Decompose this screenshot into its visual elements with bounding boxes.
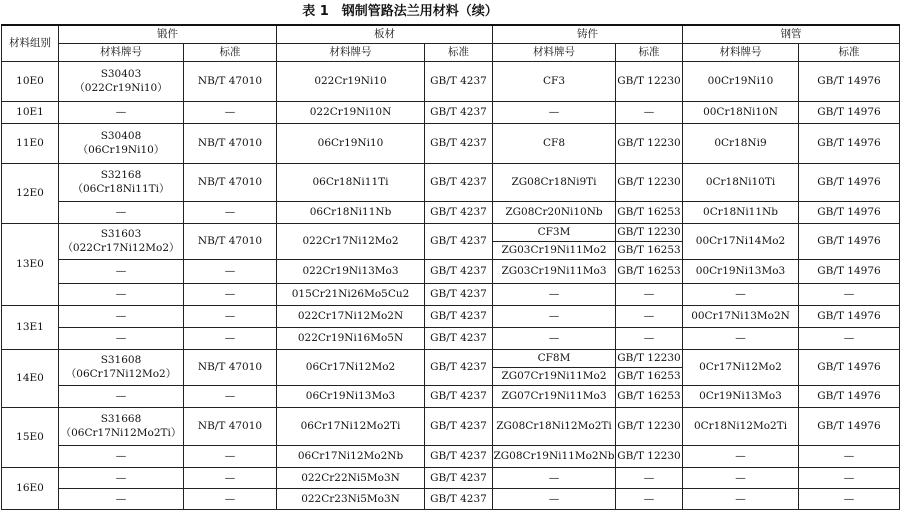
plate-grade-cell: 022Cr19Ni10 [277, 61, 425, 101]
casting-grade-cell: CF8M [493, 349, 616, 367]
forging-standard-cell: — [184, 305, 277, 327]
forging-standard-cell: NB/T 47010 [184, 223, 277, 259]
table-row [2, 163, 900, 201]
forging-standard-cell: — [184, 101, 277, 123]
plate-grade-cell: 06Cr17Ni12Mo2Ti [277, 407, 425, 445]
plate-grade-cell: 022Cr23Ni5Mo3N [277, 488, 425, 509]
forging-grade-cell: S30403 （022Cr19Ni10） [59, 61, 184, 101]
group-cell: 10E1 [2, 101, 59, 123]
group-cell: 12E0 [2, 163, 59, 223]
pipe-grade-cell: — [683, 327, 799, 349]
casting-standard-cell: GB/T 16253 [616, 201, 683, 223]
forging-grade-cell: S30408 （06Cr19Ni10） [59, 123, 184, 163]
header-pipe: 钢管 [683, 25, 900, 43]
forging-standard-cell: — [184, 385, 277, 407]
group-cell: 15E0 [2, 407, 59, 467]
casting-standard-cell: GB/T 16253 [616, 385, 683, 407]
pipe-standard-cell: — [799, 283, 900, 305]
plate-standard-cell: GB/T 4237 [425, 259, 493, 283]
pipe-standard-cell: GB/T 14976 [799, 407, 900, 445]
table-row [2, 223, 900, 241]
table-row [2, 488, 900, 509]
forging-grade-cell: S31668 （06Cr17Ni12Mo2Ti） [59, 407, 184, 445]
plate-standard-cell: GB/T 4237 [425, 305, 493, 327]
plate-grade-cell: 022Cr22Ni5Mo3N [277, 467, 425, 488]
forging-grade-cell: — [59, 101, 184, 123]
pipe-standard-cell: — [799, 467, 900, 488]
plate-grade-cell: 06Cr17Ni12Mo2 [277, 349, 425, 385]
forging-standard-cell: — [184, 201, 277, 223]
table-row [2, 467, 900, 488]
plate-standard-cell: GB/T 4237 [425, 201, 493, 223]
pipe-grade-cell: 0Cr18Ni10Ti [683, 163, 799, 201]
header-plate-grade: 材料牌号 [277, 43, 425, 61]
forging-grade-cell: S31608 （06Cr17Ni12Mo2） [59, 349, 184, 385]
plate-standard-cell: GB/T 4237 [425, 349, 493, 385]
plate-standard-cell: GB/T 4237 [425, 327, 493, 349]
header-casting: 铸件 [493, 25, 683, 43]
forging-grade-cell: — [59, 467, 184, 488]
plate-standard-cell: GB/T 4237 [425, 488, 493, 509]
casting-standard-cell: — [616, 305, 683, 327]
pipe-standard-cell: — [799, 488, 900, 509]
forging-standard-cell: — [184, 283, 277, 305]
plate-standard-cell: GB/T 4237 [425, 283, 493, 305]
forging-grade-cell: — [59, 283, 184, 305]
pipe-standard-cell: — [799, 327, 900, 349]
forging-standard-cell: NB/T 47010 [184, 407, 277, 445]
header-plate: 板材 [277, 25, 493, 43]
casting-grade-cell: CF3M [493, 223, 616, 241]
pipe-standard-cell: GB/T 14976 [799, 201, 900, 223]
casting-standard-cell: GB/T 12230 [616, 407, 683, 445]
pipe-grade-cell: 0Cr18Ni11Nb [683, 201, 799, 223]
plate-grade-cell: 022Cr19Ni16Mo5N [277, 327, 425, 349]
pipe-grade-cell: — [683, 283, 799, 305]
pipe-grade-cell: 00Cr19Ni13Mo3 [683, 259, 799, 283]
forging-grade-cell: — [59, 385, 184, 407]
casting-standard-cell: GB/T 12230 [616, 163, 683, 201]
plate-standard-cell: GB/T 4237 [425, 385, 493, 407]
casting-standard-cell: GB/T 12230 [616, 123, 683, 163]
pipe-grade-cell: 00Cr17Ni13Mo2N [683, 305, 799, 327]
forging-standard-cell: — [184, 467, 277, 488]
plate-grade-cell: 022Cr19Ni10N [277, 101, 425, 123]
plate-grade-cell: 022Cr17Ni12Mo2 [277, 223, 425, 259]
plate-standard-cell: GB/T 4237 [425, 101, 493, 123]
forging-standard-cell: — [184, 259, 277, 283]
casting-standard-cell: GB/T 12230 [616, 223, 683, 241]
pipe-standard-cell: GB/T 14976 [799, 223, 900, 259]
table-row [2, 445, 900, 467]
group-cell: 11E0 [2, 123, 59, 163]
table-row [2, 283, 900, 305]
casting-standard-cell: GB/T 12230 [616, 61, 683, 101]
plate-standard-cell: GB/T 4237 [425, 163, 493, 201]
casting-standard-cell: — [616, 488, 683, 509]
forging-standard-cell: NB/T 47010 [184, 123, 277, 163]
table-row [2, 327, 900, 349]
forging-standard-cell: — [184, 488, 277, 509]
casting-standard-cell: — [616, 101, 683, 123]
plate-grade-cell: 06Cr19Ni13Mo3 [277, 385, 425, 407]
plate-grade-cell: 06Cr18Ni11Ti [277, 163, 425, 201]
casting-grade-cell: ZG08Cr19Ni11Mo2Nb [493, 445, 616, 467]
pipe-grade-cell: — [683, 445, 799, 467]
pipe-standard-cell: GB/T 14976 [799, 259, 900, 283]
pipe-standard-cell: GB/T 14976 [799, 349, 900, 385]
pipe-grade-cell: 0Cr19Ni13Mo3 [683, 385, 799, 407]
forging-grade-cell: S31603 （022Cr17Ni12Mo2） [59, 223, 184, 259]
forging-grade-cell: — [59, 259, 184, 283]
forging-grade-cell: — [59, 445, 184, 467]
casting-standard-cell: GB/T 16253 [616, 367, 683, 385]
plate-grade-cell: 06Cr17Ni12Mo2Nb [277, 445, 425, 467]
forging-grade-cell: — [59, 305, 184, 327]
casting-grade-cell: ZG03Cr19Ni11Mo3 [493, 259, 616, 283]
forging-grade-cell: — [59, 201, 184, 223]
pipe-standard-cell: GB/T 14976 [799, 101, 900, 123]
pipe-standard-cell: GB/T 14976 [799, 61, 900, 101]
table-row [2, 407, 900, 445]
casting-standard-cell: — [616, 327, 683, 349]
header-group: 材料组别 [2, 25, 59, 61]
table-row [2, 201, 900, 223]
casting-standard-cell: GB/T 16253 [616, 259, 683, 283]
casting-grade-cell: — [493, 488, 616, 509]
casting-grade-cell: ZG07Cr19Ni11Mo3 [493, 385, 616, 407]
header-casting-grade: 材料牌号 [493, 43, 616, 61]
casting-grade-cell: CF3 [493, 61, 616, 101]
plate-grade-cell: 015Cr21Ni26Mo5Cu2 [277, 283, 425, 305]
table-title: 表 1 钢制管路法兰用材料（续） [302, 4, 498, 19]
casting-grade-cell: — [493, 327, 616, 349]
plate-standard-cell: GB/T 4237 [425, 61, 493, 101]
header-plate-standard: 标准 [425, 43, 493, 61]
pipe-standard-cell: — [799, 445, 900, 467]
forging-standard-cell: NB/T 47010 [184, 163, 277, 201]
plate-standard-cell: GB/T 4237 [425, 223, 493, 259]
casting-grade-cell: — [493, 305, 616, 327]
plate-standard-cell: GB/T 4237 [425, 445, 493, 467]
plate-grade-cell: 022Cr19Ni13Mo3 [277, 259, 425, 283]
pipe-grade-cell: 0Cr18Ni9 [683, 123, 799, 163]
plate-standard-cell: GB/T 4237 [425, 123, 493, 163]
plate-standard-cell: GB/T 4237 [425, 407, 493, 445]
casting-grade-cell: ZG08Cr18Ni12Mo2Ti [493, 407, 616, 445]
pipe-grade-cell: 00Cr17Ni14Mo2 [683, 223, 799, 259]
table-row [2, 385, 900, 407]
pipe-standard-cell: GB/T 14976 [799, 305, 900, 327]
casting-standard-cell: GB/T 16253 [616, 241, 683, 259]
header-casting-standard: 标准 [616, 43, 683, 61]
table-row [2, 61, 900, 101]
pipe-standard-cell: GB/T 14976 [799, 163, 900, 201]
forging-grade-cell: — [59, 488, 184, 509]
header-pipe-standard: 标准 [799, 43, 900, 61]
casting-grade-cell: ZG03Cr19Ni11Mo2 [493, 241, 616, 259]
table-row [2, 101, 900, 123]
forging-standard-cell: — [184, 327, 277, 349]
forging-standard-cell: NB/T 47010 [184, 61, 277, 101]
table-row [2, 305, 900, 327]
pipe-standard-cell: GB/T 14976 [799, 123, 900, 163]
casting-grade-cell: — [493, 283, 616, 305]
group-cell: 10E0 [2, 61, 59, 101]
header-forging-grade: 材料牌号 [59, 43, 184, 61]
materials-table [1, 24, 900, 510]
forging-standard-cell: — [184, 445, 277, 467]
forging-grade-cell: — [59, 327, 184, 349]
plate-grade-cell: 022Cr17Ni12Mo2N [277, 305, 425, 327]
pipe-grade-cell: 0Cr17Ni12Mo2 [683, 349, 799, 385]
casting-grade-cell: — [493, 467, 616, 488]
forging-standard-cell: NB/T 47010 [184, 349, 277, 385]
table-row [2, 349, 900, 367]
pipe-grade-cell: 00Cr19Ni10 [683, 61, 799, 101]
pipe-standard-cell: GB/T 14976 [799, 385, 900, 407]
casting-standard-cell: — [616, 467, 683, 488]
header-pipe-grade: 材料牌号 [683, 43, 799, 61]
group-cell: 14E0 [2, 349, 59, 407]
forging-grade-cell: S32168 （06Cr18Ni11Ti） [59, 163, 184, 201]
group-cell: 13E1 [2, 305, 59, 349]
group-cell: 13E0 [2, 223, 59, 305]
pipe-grade-cell: 00Cr18Ni10N [683, 101, 799, 123]
pipe-grade-cell: — [683, 467, 799, 488]
table-row [2, 259, 900, 283]
header-forging-standard: 标准 [184, 43, 277, 61]
casting-grade-cell: — [493, 101, 616, 123]
header-forging: 锻件 [59, 25, 277, 43]
casting-standard-cell: — [616, 283, 683, 305]
casting-grade-cell: CF8 [493, 123, 616, 163]
casting-standard-cell: GB/T 12230 [616, 445, 683, 467]
plate-standard-cell: GB/T 4237 [425, 467, 493, 488]
pipe-grade-cell: — [683, 488, 799, 509]
plate-grade-cell: 06Cr18Ni11Nb [277, 201, 425, 223]
casting-grade-cell: ZG07Cr19Ni11Mo2 [493, 367, 616, 385]
table-row [2, 123, 900, 163]
casting-grade-cell: ZG08Cr20Ni10Nb [493, 201, 616, 223]
casting-standard-cell: GB/T 12230 [616, 349, 683, 367]
plate-grade-cell: 06Cr19Ni10 [277, 123, 425, 163]
group-cell: 16E0 [2, 467, 59, 509]
casting-grade-cell: ZG08Cr18Ni9Ti [493, 163, 616, 201]
pipe-grade-cell: 0Cr18Ni12Mo2Ti [683, 407, 799, 445]
